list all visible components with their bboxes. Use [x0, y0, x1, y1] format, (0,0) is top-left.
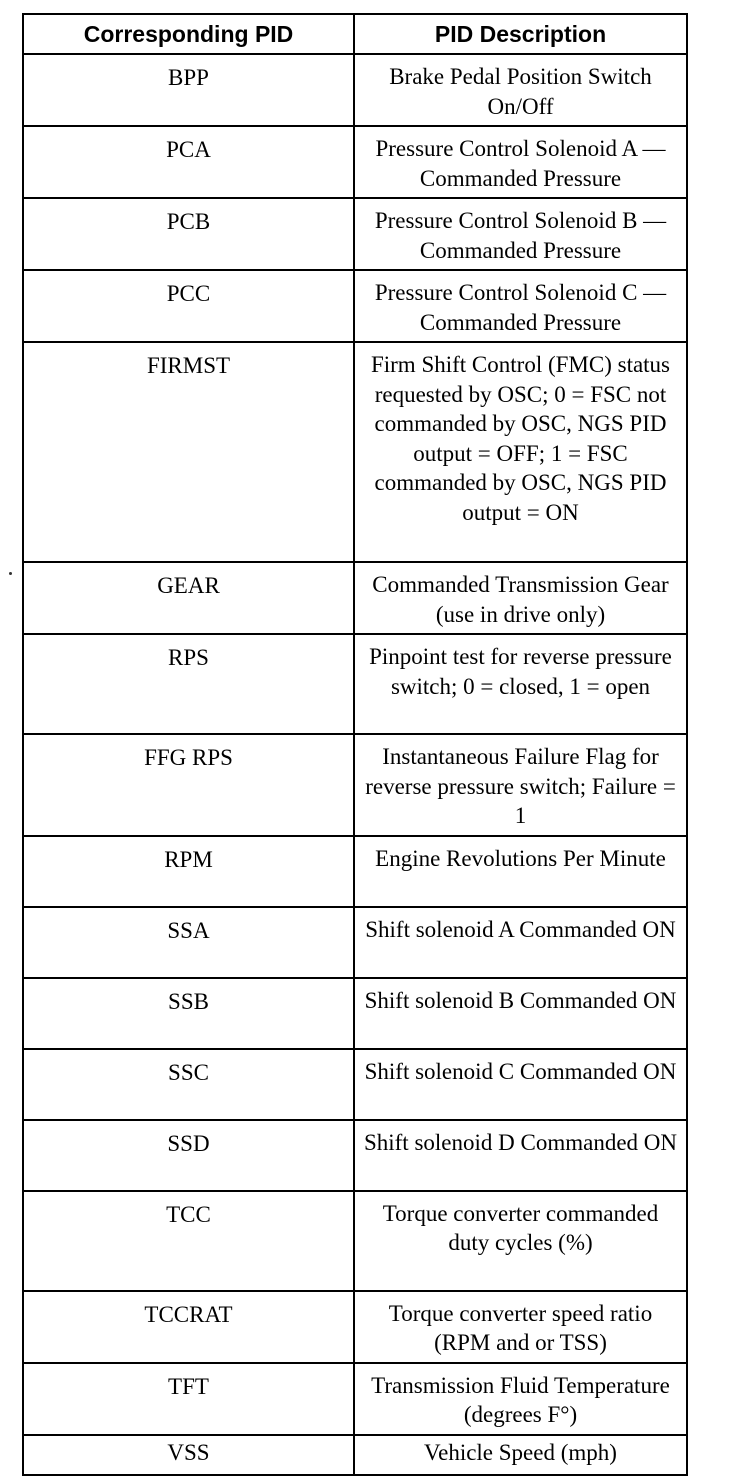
pid-cell: SSC	[23, 1049, 354, 1120]
pid-cell: GEAR	[23, 562, 354, 634]
pid-cell: RPM	[23, 836, 354, 907]
pid-cell: TCCRAT	[23, 1291, 354, 1363]
description-cell: Shift solenoid C Commanded ON	[354, 1049, 687, 1120]
description-cell: Brake Pedal Position Switch On/Off	[354, 54, 687, 126]
table-row	[23, 270, 687, 342]
description-cell: Shift solenoid D Commanded ON	[354, 1120, 687, 1191]
table-row	[23, 907, 687, 978]
pid-cell: PCA	[23, 126, 354, 198]
pid-cell: SSB	[23, 978, 354, 1049]
header-pid-description: PID Description	[354, 14, 687, 54]
scan-speck	[9, 572, 12, 575]
description-cell: Instantaneous Failure Flag for reverse pressure switch; Failure = 1	[354, 734, 687, 836]
pid-cell: FIRMST	[23, 342, 354, 562]
description-cell: Torque converter speed ratio (RPM and or TSS)	[354, 1291, 687, 1363]
description-cell: Engine Revolutions Per Minute	[354, 836, 687, 907]
pid-cell: PCB	[23, 198, 354, 270]
pid-table-container	[22, 13, 686, 1476]
pid-cell: SSA	[23, 907, 354, 978]
pid-cell: SSD	[23, 1120, 354, 1191]
table-row	[23, 198, 687, 270]
table-row	[23, 1291, 687, 1363]
description-cell: Vehicle Speed (mph)	[354, 1435, 687, 1475]
table-row	[23, 342, 687, 562]
table-row	[23, 1363, 687, 1435]
pid-cell: TCC	[23, 1191, 354, 1291]
table-row	[23, 126, 687, 198]
header-row	[23, 14, 687, 54]
description-cell: Torque converter commanded duty cycles (%)	[354, 1191, 687, 1291]
table-row	[23, 54, 687, 126]
table-row	[23, 1435, 687, 1475]
description-cell: Pinpoint test for reverse pressure switch; 0 = closed, 1 = open	[354, 634, 687, 734]
description-cell: Shift solenoid A Commanded ON	[354, 907, 687, 978]
description-cell: Shift solenoid B Commanded ON	[354, 978, 687, 1049]
table-row	[23, 1191, 687, 1291]
table-row	[23, 836, 687, 907]
pid-cell: VSS	[23, 1435, 354, 1475]
pid-table	[22, 13, 688, 1476]
table-row	[23, 978, 687, 1049]
pid-cell: RPS	[23, 634, 354, 734]
description-cell: Commanded Transmission Gear (use in drive only)	[354, 562, 687, 634]
table-row	[23, 562, 687, 634]
description-cell: Pressure Control Solenoid B — Commanded Pressure	[354, 198, 687, 270]
description-cell: Transmission Fluid Temperature (degrees F°)	[354, 1363, 687, 1435]
description-cell: Pressure Control Solenoid A — Commanded Pressure	[354, 126, 687, 198]
pid-cell: BPP	[23, 54, 354, 126]
table-row	[23, 634, 687, 734]
description-cell: Firm Shift Control (FMC) status requested by OSC; 0 = FSC not commanded by OSC, NGS PID output = OFF; 1 = FSC commanded by OSC, NGS PID output = ON	[354, 342, 687, 562]
pid-cell: FFG RPS	[23, 734, 354, 836]
table-row	[23, 1120, 687, 1191]
description-cell: Pressure Control Solenoid C — Commanded Pressure	[354, 270, 687, 342]
header-corresponding-pid: Corresponding PID	[23, 14, 354, 54]
table-row	[23, 1049, 687, 1120]
pid-cell: PCC	[23, 270, 354, 342]
pid-cell: TFT	[23, 1363, 354, 1435]
table-row	[23, 734, 687, 836]
